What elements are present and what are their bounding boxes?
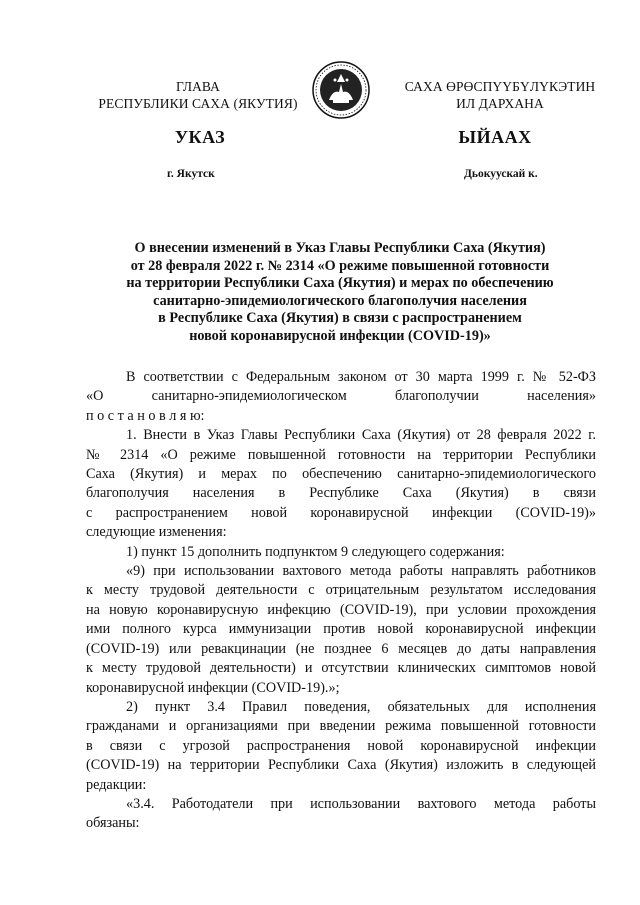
title-line: в Республике Саха (Якутия) в связи с распространением: [158, 310, 522, 326]
title-line: О внесении изменений в Указ Главы Республики Саха (Якутия): [134, 240, 546, 256]
city-yakut: Дьокуускай к.: [464, 168, 538, 180]
title-line: от 28 февраля 2022 г. № 2314 «О режиме повышенной готовности: [130, 257, 550, 274]
body-line: обязаны:: [86, 815, 140, 832]
document-title: [85, 240, 595, 345]
coat-of-arms-icon: [311, 60, 371, 120]
body-line: 1. Внести в Указ Главы Республики Саха (Якутия) от 28 февраля 2022 г.: [126, 427, 596, 444]
body-line: с распространением новой коронавирусной инфекции (COVID-19)»: [86, 504, 596, 521]
issuer-left-block: [78, 78, 318, 112]
title-line: на территории Республики Саха (Якутия) и мерах по обеспечению: [126, 275, 554, 291]
body-line: коронавирусной инфекции (COVID-19).»;: [86, 679, 340, 696]
title-line: новой коронавирусной инфекции (COVID-19)»: [189, 327, 491, 344]
issuer-right-line2: ИЛ ДАРХАНА: [456, 96, 544, 111]
body-line: «3.4. Работодатели при использовании вахтового метода работы: [126, 795, 596, 812]
body-line: на новую коронавирусную инфекцию (COVID-19), при условии прохождения: [86, 601, 596, 618]
doc-type-russian: УКАЗ: [174, 127, 226, 147]
body-line: 2) пункт 3.4 Правил поведения, обязательных для исполнения: [126, 698, 596, 715]
body-line: к месту трудовой деятельности с отрицательным результатом исследования: [86, 582, 596, 599]
body-line: гражданами и организациями при введении режима повышенной готовности: [86, 718, 596, 735]
body-line: (COVID-19) на территории Республики Саха (Якутия) изложить в следующей: [86, 757, 596, 774]
body-line: п о с т а н о в л я ю:: [86, 407, 205, 424]
body-line: к месту трудовой деятельности) и отсутствии клинических симптомов новой: [86, 660, 596, 677]
doc-type-yakut: ЫЙААХ: [458, 127, 532, 147]
body-line: следующие изменения:: [86, 524, 227, 541]
body-line: Саха (Якутия) и мерах по обеспечению санитарно-эпидемиологического: [86, 466, 596, 483]
issuer-left-line1: ГЛАВА: [175, 79, 221, 94]
issuer-right-line1: САХА ӨРӨСПҮҮБҮЛҮКЭТИН: [404, 79, 596, 94]
title-line: санитарно-эпидемиологического благополучия населения: [153, 292, 527, 309]
body-line: 1) пункт 15 дополнить подпунктом 9 следующего содержания:: [126, 543, 505, 560]
document-body: [86, 368, 596, 834]
body-line: редакции:: [86, 776, 147, 793]
body-line: в связи с угрозой распространения новой коронавирусной инфекции: [86, 737, 596, 754]
body-line: № 2314 «О режиме повышенной готовности на территории Республики: [86, 446, 596, 463]
body-line: В соответствии с Федеральным законом от 30 марта 1999 г. № 52-ФЗ: [126, 369, 596, 385]
body-line: «9) при использовании вахтового метода работы направлять работников: [126, 563, 596, 580]
issuer-right-block: [395, 78, 605, 112]
city-russian: г. Якутск: [167, 168, 215, 180]
body-line: ими полного курса иммунизации против новой коронавирусной инфекции: [86, 621, 596, 638]
body-line: (COVID-19) или ревакцинации (не позднее 6 месяцев до даты направления: [86, 640, 596, 657]
body-line: благополучия населения в Республике Саха (Якутия) в связи: [86, 485, 596, 502]
body-line: «О санитарно-эпидемиологическом благополучии населения»: [86, 388, 596, 405]
issuer-left-line2: РЕСПУБЛИКИ САХА (ЯКУТИЯ): [98, 96, 298, 111]
